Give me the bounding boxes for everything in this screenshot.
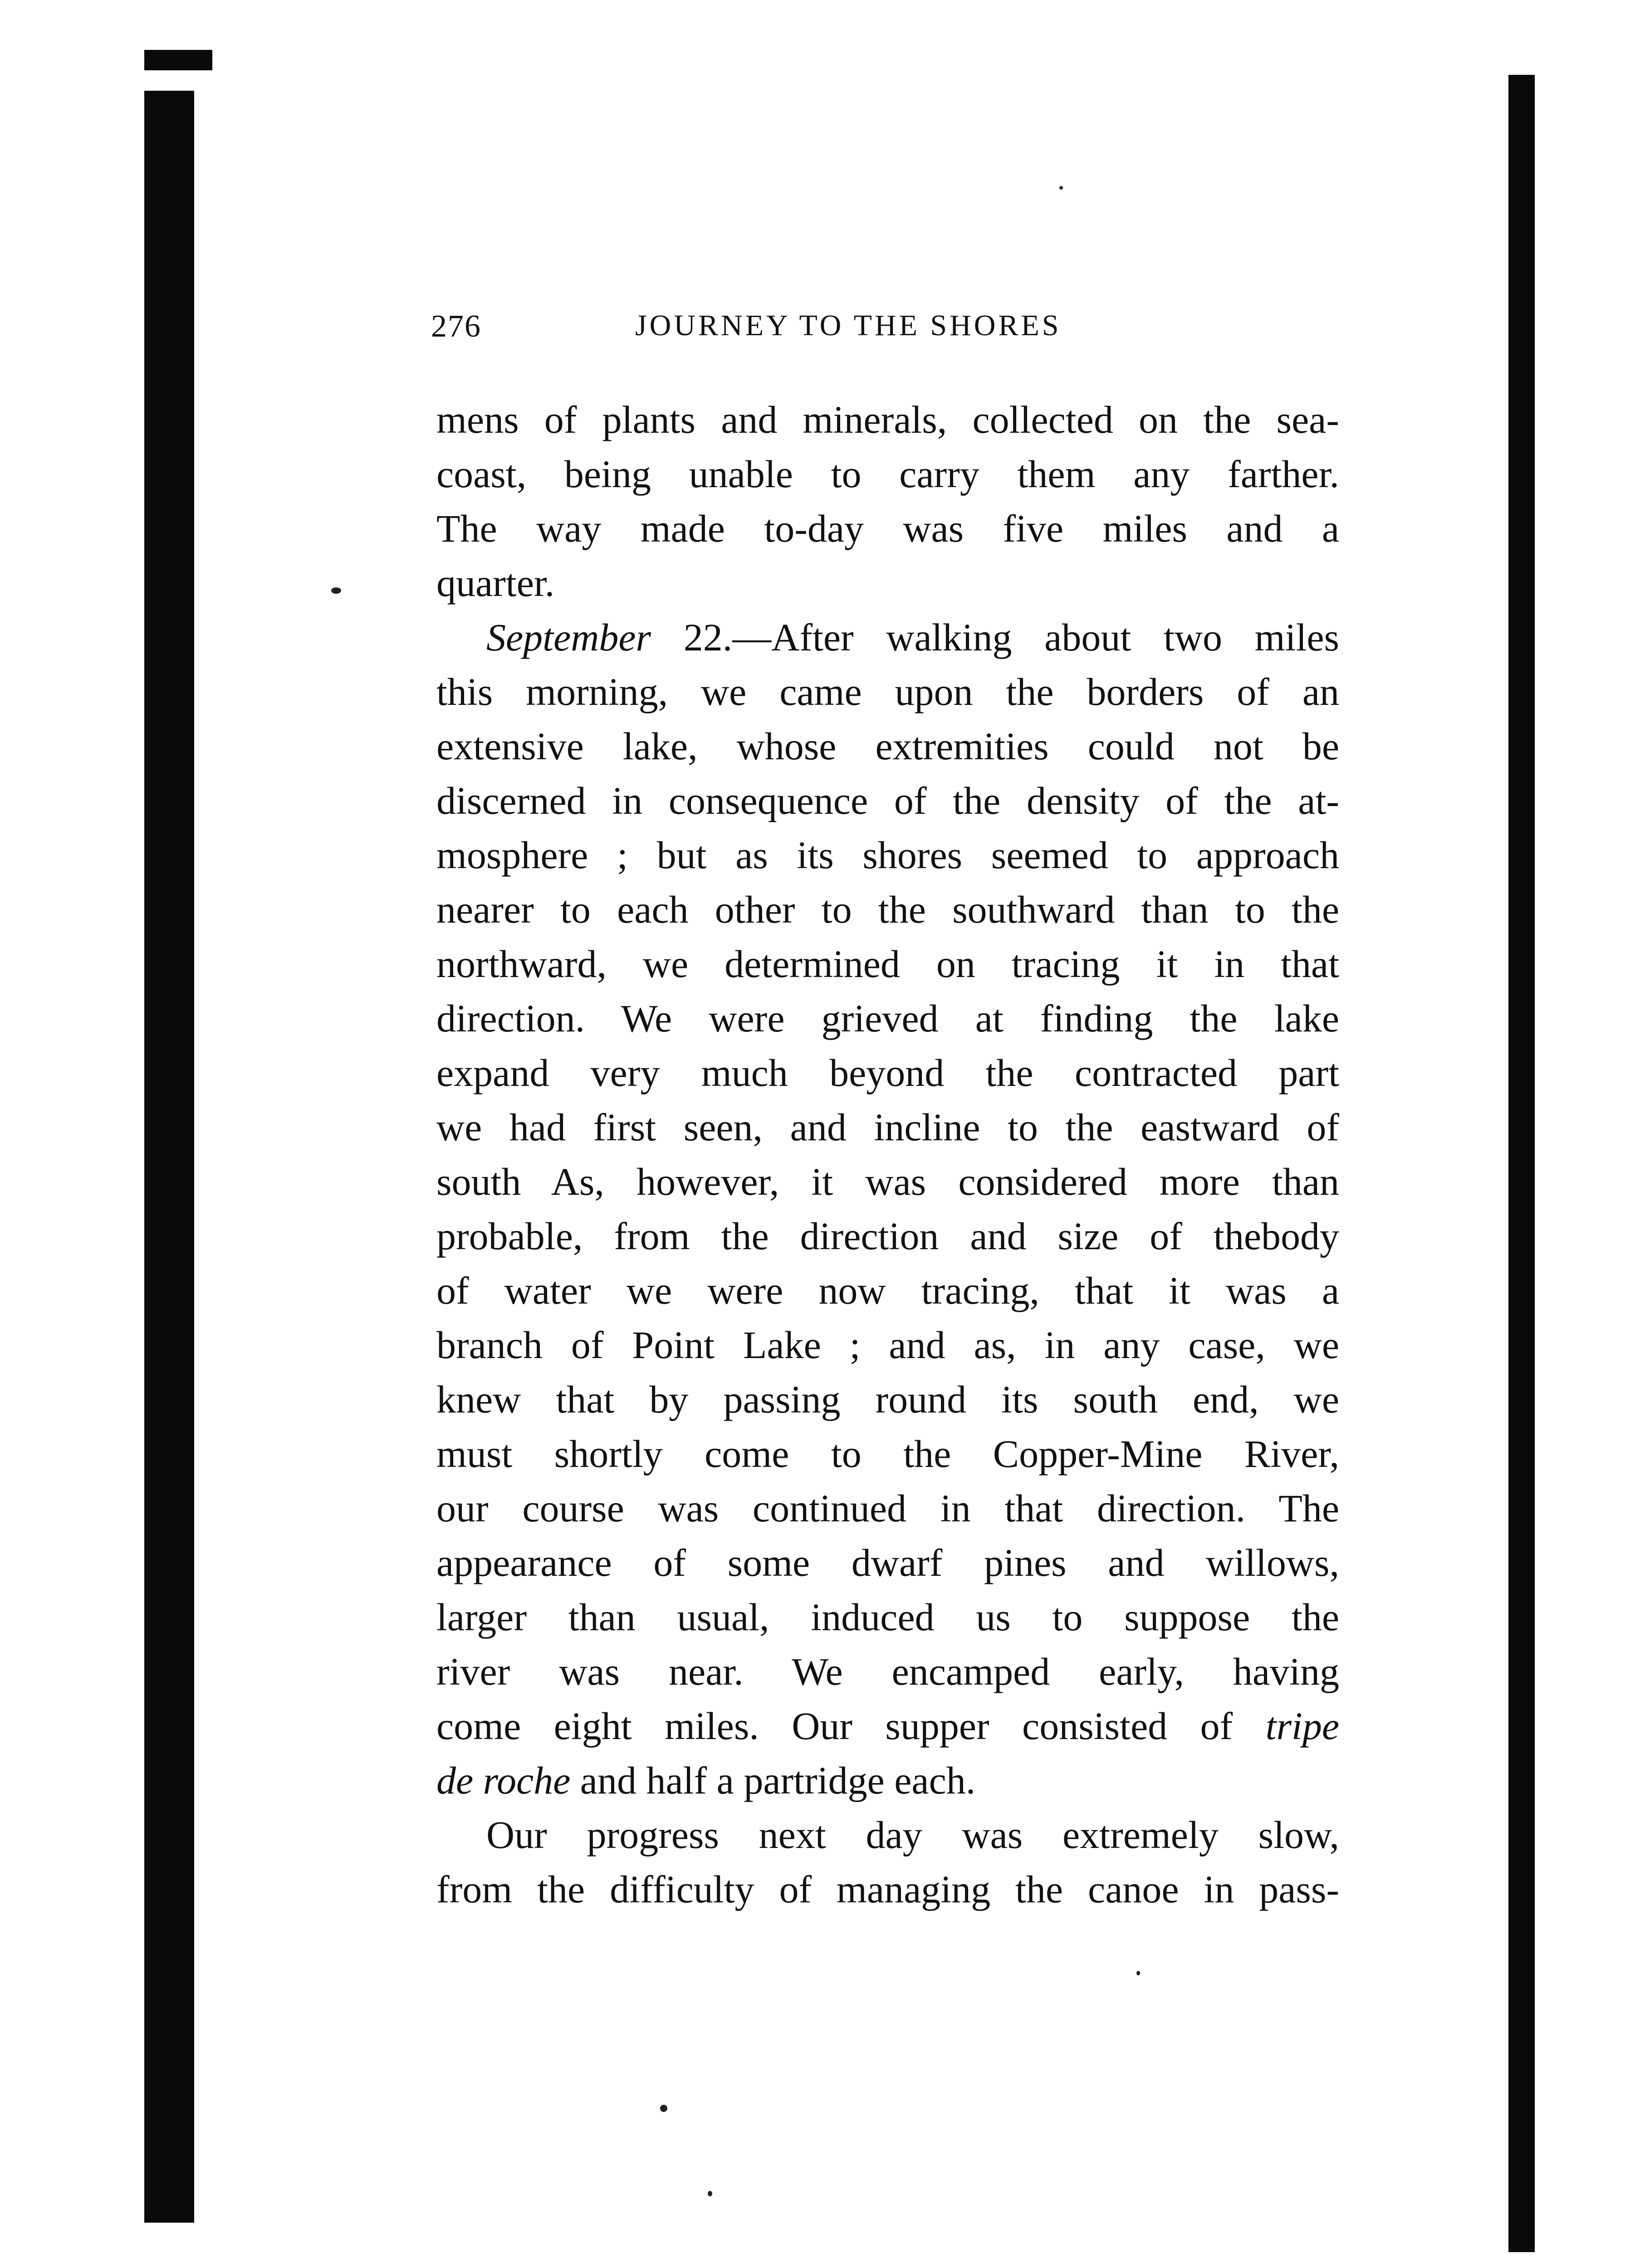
text-line: river was near. We encamped early, having — [436, 1650, 1339, 1693]
text-line: mosphere ; but as its shores seemed to approach — [436, 833, 1339, 877]
date-heading: September — [486, 616, 651, 659]
scan-speck — [660, 2105, 667, 2112]
scan-speck — [1059, 186, 1063, 190]
text-line: The way made to-day was five miles and a — [436, 507, 1339, 550]
text-line: must shortly come to the Copper-Mine River, — [436, 1432, 1339, 1476]
text-line: quarter. — [436, 561, 555, 605]
text-line: northward, we determined on tracing it in that — [436, 942, 1339, 986]
text-line: discerned in consequence of the density of the at- — [436, 779, 1339, 822]
scan-edge-left — [144, 91, 194, 2223]
text-line: Our progress next day was extremely slow, — [486, 1813, 1339, 1857]
text-line: branch of Point Lake ; and as, in any case, we — [436, 1323, 1339, 1367]
text-line: coast, being unable to carry them any farther. — [436, 452, 1339, 496]
running-head — [431, 308, 1180, 358]
text-line: our course was continued in that direction. The — [436, 1486, 1339, 1530]
page-number: 276 — [431, 309, 481, 344]
text-line: this morning, we came upon the borders of an — [436, 670, 1339, 714]
text-line: direction. We were grieved at finding the lake — [436, 997, 1339, 1040]
running-title: JOURNEY TO THE SHORES — [635, 309, 1062, 342]
text-line: we had first seen, and incline to the eastward of — [436, 1105, 1339, 1149]
text-line: from the difficulty of managing the canoe in pass- — [436, 1867, 1339, 1911]
line-start: come eight miles. Our supper consisted of — [436, 1704, 1266, 1748]
text-line — [436, 610, 1339, 665]
text-line: mens of plants and minerals, collected on the sea- — [436, 398, 1339, 441]
italic-term: de roche — [436, 1759, 571, 1802]
text-line — [436, 1699, 1339, 1753]
text-line: extensive lake, whose extremities could not be — [436, 724, 1339, 768]
line-rest: and half a partridge each. — [570, 1759, 976, 1802]
scan-edge-right — [1508, 75, 1535, 2252]
text-line: nearer to each other to the southward than to the — [436, 888, 1339, 931]
text-line — [436, 1753, 1339, 1808]
scan-edge-top-left — [144, 50, 212, 70]
scan-speck — [331, 587, 341, 594]
scan-speck — [708, 2191, 712, 2196]
text-line: probable, from the direction and size of thebody — [436, 1214, 1339, 1258]
body-text — [436, 392, 1339, 1916]
text-line: expand very much beyond the contracted part — [436, 1051, 1339, 1095]
scan-speck — [1136, 1971, 1140, 1975]
italic-term: tripe — [1265, 1704, 1339, 1748]
date-rest: 22.—After walking about two miles — [651, 616, 1339, 659]
text-line: knew that by passing round its south end, we — [436, 1378, 1339, 1421]
text-line: appearance of some dwarf pines and willows, — [436, 1541, 1339, 1584]
text-line: of water we were now tracing, that it was a — [436, 1269, 1339, 1312]
text-line: south As, however, it was considered more than — [436, 1160, 1339, 1203]
text-line: larger than usual, induced us to suppose the — [436, 1595, 1339, 1639]
